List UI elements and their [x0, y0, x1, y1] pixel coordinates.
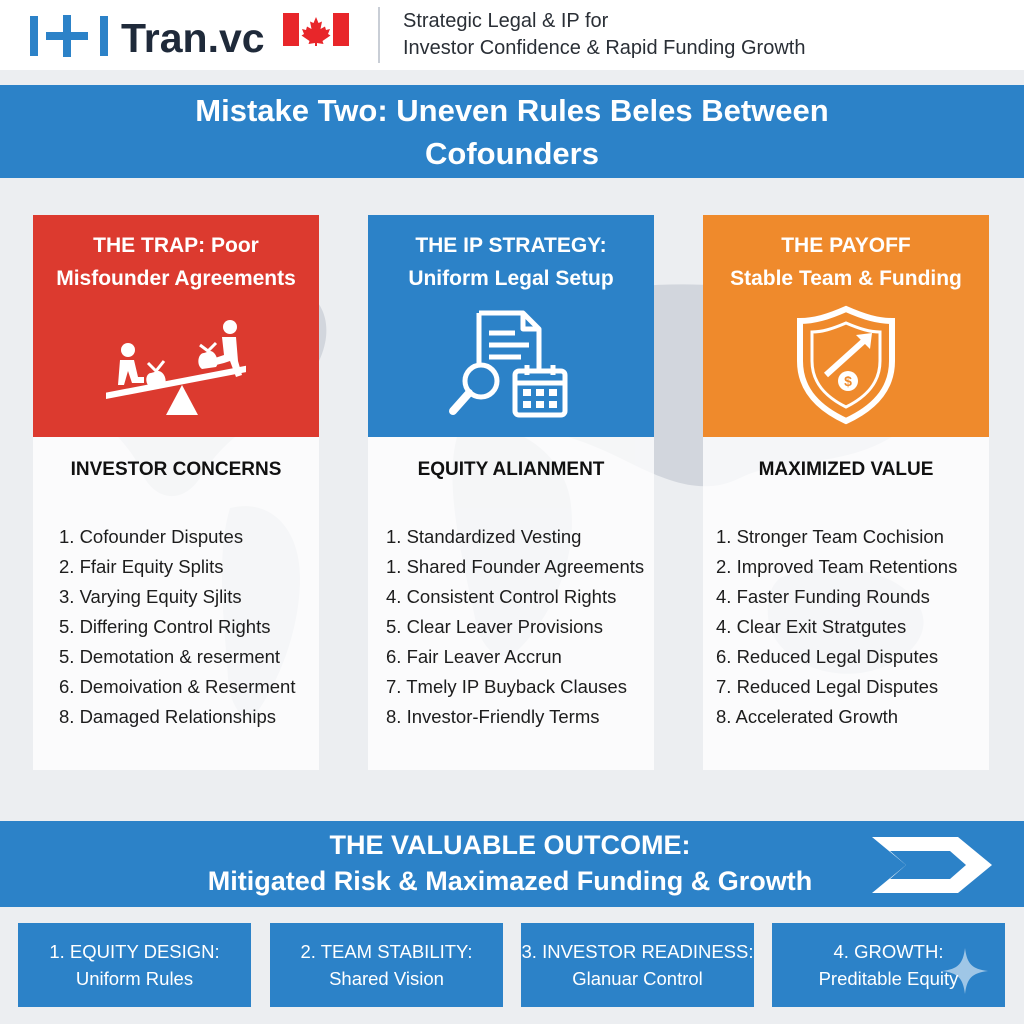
chevron-arrow-icon — [866, 831, 998, 899]
payoff-header — [703, 215, 989, 437]
summary-box-team-stability — [270, 923, 503, 1007]
title-line-1: Mistake Two: Uneven Rules Beles Between — [195, 93, 829, 128]
payoff-title — [703, 229, 989, 295]
canada-flag-icon — [283, 13, 349, 46]
list-item: 8. Accelerated Growth — [716, 706, 899, 727]
summary-box-equity-design — [18, 923, 251, 1007]
list-item: 3. Varying Equity Sjlits — [59, 586, 242, 607]
brand-name: Tran.vc — [121, 15, 265, 61]
list-item: 7. Tmely IP Buyback Clauses — [386, 676, 627, 697]
list-item: 5. Differing Control Rights — [59, 616, 271, 637]
trap-title — [33, 229, 319, 295]
payoff-list — [716, 522, 957, 732]
shield-growth-icon — [776, 305, 916, 425]
column-ip-strategy — [368, 215, 654, 770]
column-trap — [33, 215, 319, 770]
strategy-title — [368, 229, 654, 295]
summary-box-heading: 4. GROWTH: — [833, 941, 944, 962]
trap-header — [33, 215, 319, 437]
list-item: 2. Improved Team Retentions — [716, 556, 958, 577]
strategy-subtitle: EQUITY ALIANMENT — [417, 459, 605, 480]
page-title — [0, 89, 1024, 175]
outcome-bar — [0, 821, 1024, 907]
list-item: 6. Reduced Legal Disputes — [716, 646, 939, 667]
list-item: 4. Consistent Control Rights — [386, 586, 617, 607]
strategy-header — [368, 215, 654, 437]
strategy-title-line-1: THE IP STRATEGY: — [415, 234, 607, 257]
list-item: 1. Stronger Team Cochision — [716, 526, 944, 547]
list-item: 8. Damaged Relationships — [59, 706, 276, 727]
svg-text:$: $ — [844, 373, 852, 389]
document-search-calendar-icon — [441, 305, 581, 425]
summary-box-detail: Shared Vision — [329, 968, 444, 989]
strategy-list — [386, 522, 644, 732]
list-item: 8. Investor-Friendly Terms — [386, 706, 600, 727]
summary-box-heading: 3. INVESTOR READINESS: — [521, 941, 754, 962]
header-tagline — [403, 8, 805, 62]
list-item: 2. Ffair Equity Splits — [59, 556, 224, 577]
outcome-line-1: THE VALUABLE OUTCOME: — [329, 830, 691, 860]
trap-title-line-1: THE TRAP: Poor — [93, 234, 259, 257]
list-item: 5. Demotation & reserment — [59, 646, 281, 667]
payoff-title-line-1: THE PAYOFF — [781, 234, 911, 257]
summary-box-detail: Preditable Equity — [818, 968, 959, 989]
list-item: 6. Demoivation & Reserment — [59, 676, 296, 697]
outcome-line-2: Mitigated Risk & Maximazed Funding & Growth — [207, 866, 813, 896]
payoff-body — [703, 437, 989, 770]
title-line-2: Cofounders — [425, 136, 599, 171]
tagline-line-2: Investor Confidence & Rapid Funding Growth — [403, 37, 806, 59]
tagline-line-1: Strategic Legal & IP for — [403, 10, 609, 32]
summary-box-heading: 2. TEAM STABILITY: — [300, 941, 473, 962]
column-payoff — [703, 215, 989, 770]
sparkle-icon — [940, 946, 990, 996]
payoff-title-line-2: Stable Team & Funding — [730, 267, 962, 290]
list-item: 1. Cofounder Disputes — [59, 526, 244, 547]
logo-icon — [30, 14, 108, 58]
summary-box-heading: 1. EQUITY DESIGN: — [49, 941, 220, 962]
summary-box-investor-readiness — [521, 923, 754, 1007]
trap-body — [33, 437, 319, 770]
trap-list — [59, 522, 296, 732]
seesaw-icon — [106, 305, 246, 425]
list-item: 5. Clear Leaver Provisions — [386, 616, 603, 637]
payoff-subtitle: MAXIMIZED VALUE — [758, 459, 934, 480]
title-bar — [0, 85, 1024, 178]
summary-box-detail: Uniform Rules — [75, 968, 194, 989]
trap-title-line-2: Misfounder Agreements — [56, 267, 296, 290]
header-bar — [0, 0, 1024, 70]
list-item: 4. Faster Funding Rounds — [716, 586, 930, 607]
list-item: 1. Standardized Vesting — [386, 526, 582, 547]
list-item: 4. Clear Exit Stratgutes — [716, 616, 907, 637]
trap-subtitle: INVESTOR CONCERNS — [70, 459, 282, 480]
list-item: 1. Shared Founder Agreements — [386, 556, 645, 577]
summary-box-detail: Glanuar Control — [572, 968, 703, 989]
header-divider — [378, 7, 380, 63]
list-item: 7. Reduced Legal Disputes — [716, 676, 939, 697]
strategy-body — [368, 437, 654, 770]
strategy-title-line-2: Uniform Legal Setup — [408, 267, 614, 290]
list-item: 6. Fair Leaver Accrun — [386, 646, 562, 667]
